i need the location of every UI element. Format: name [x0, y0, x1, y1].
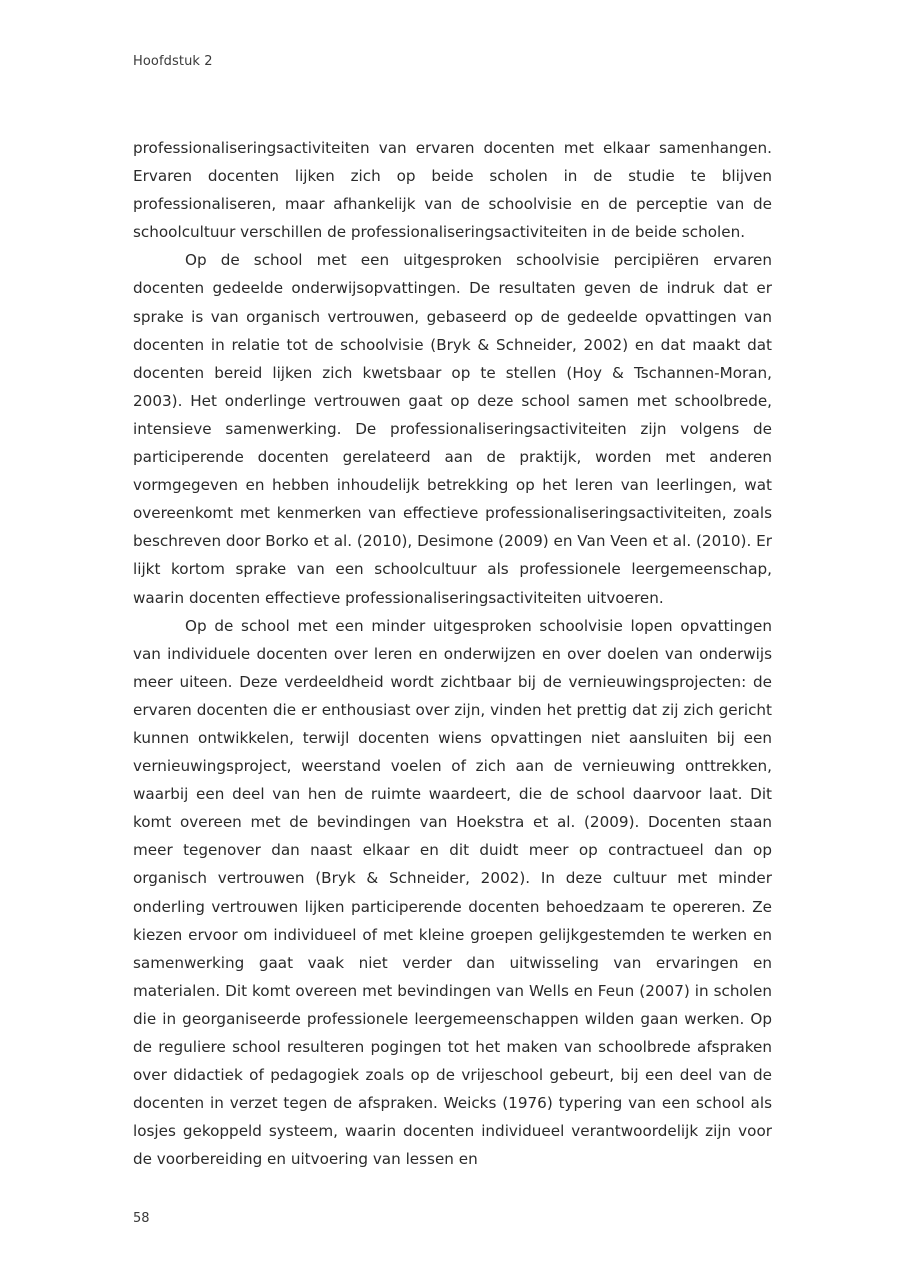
paragraph: professionaliseringsactiviteiten van ervaren docenten met elkaar samenhangen. Ervaren docenten lijken zich op beide scholen in de studie te blijven professionaliseren, maar afhankelijk van de schoolvisie en de perceptie van de schoolcultuur verschillen de professionaliseringsactiviteiten in de beide scholen. — [133, 139, 772, 242]
paragraph: Op de school met een uitgesproken schoolvisie percipiëren ervaren docenten gedeelde onderwijsopvattingen. De resultaten geven de indruk dat er sprake is van organisch vertrouwen, gebaseerd op de gedeelde opvattingen van docenten in relatie tot de schoolvisie (Bryk & Schneider, 2002) en dat maakt dat docenten bereid lijken zich kwetsbaar op te stellen (Hoy & Tschannen-Moran, 2003). Het onderlinge vertrouwen gaat op deze school samen met schoolbrede, intensieve samenwerking. De professionaliseringsactiviteiten zijn volgens de participerende docenten gerelateerd aan de praktijk, worden met anderen vormgegeven en hebben inhoudelijk betrekking op het leren van leerlingen, wat overeenkomt met kenmerken van effectieve professionaliseringsactiviteiten, zoals beschreven door Borko et al. (2010), Desimone (2009) en Van Veen et al. (2010). Er lijkt kortom sprake van een schoolcultuur als professionele leergemeenschap, waarin docenten effectieve professionaliseringsactiviteiten uitvoeren. — [133, 251, 772, 607]
body-text — [133, 134, 772, 1173]
running-head: Hoofdstuk 2 — [133, 54, 213, 69]
page-number: 58 — [133, 1211, 150, 1226]
paragraph: Op de school met een minder uitgesproken schoolvisie lopen opvattingen van individuele docenten over leren en onderwijzen en over doelen van onderwijs meer uiteen. Deze verdeeldheid wordt zichtbaar bij de vernieuwingsprojecten: de ervaren docenten die er enthousiast over zijn, vinden het prettig dat zij zich gericht kunnen ontwikkelen, terwijl docenten wiens opvattingen niet aansluiten bij een vernieuwingsproject, weerstand voelen of zich aan de vernieuwing onttrekken, waarbij een deel van hen de ruimte waardeert, die de school daarvoor laat. Dit komt overeen met de bevindingen van Hoekstra et al. (2009). Docenten staan meer tegenover dan naast elkaar en dit duidt meer op contractueel dan op organisch vertrouwen (Bryk & Schneider, 2002). In deze cultuur met minder onderling vertrouwen lijken participerende docenten behoedzaam te opereren. Ze kiezen ervoor om individueel of met kleine groepen gelijkgestemden te werken en samenwerking gaat vaak niet verder dan uitwisseling van ervaringen en materialen. Dit komt overeen met bevindingen van Wells en Feun (2007) in scholen die in georganiseerde professionele leergemeenschappen wilden gaan werken. Op de reguliere school resulteren pogingen tot het maken van schoolbrede afspraken over didactiek of pedagogiek zoals op de vrijeschool gebeurt, bij een deel van de docenten in verzet tegen de afspraken. Weicks (1976) typering van een school als losjes gekoppeld systeem, waarin docenten individueel verantwoordelijk zijn voor de voorbereiding en uitvoering van lessen en — [133, 616, 772, 1169]
